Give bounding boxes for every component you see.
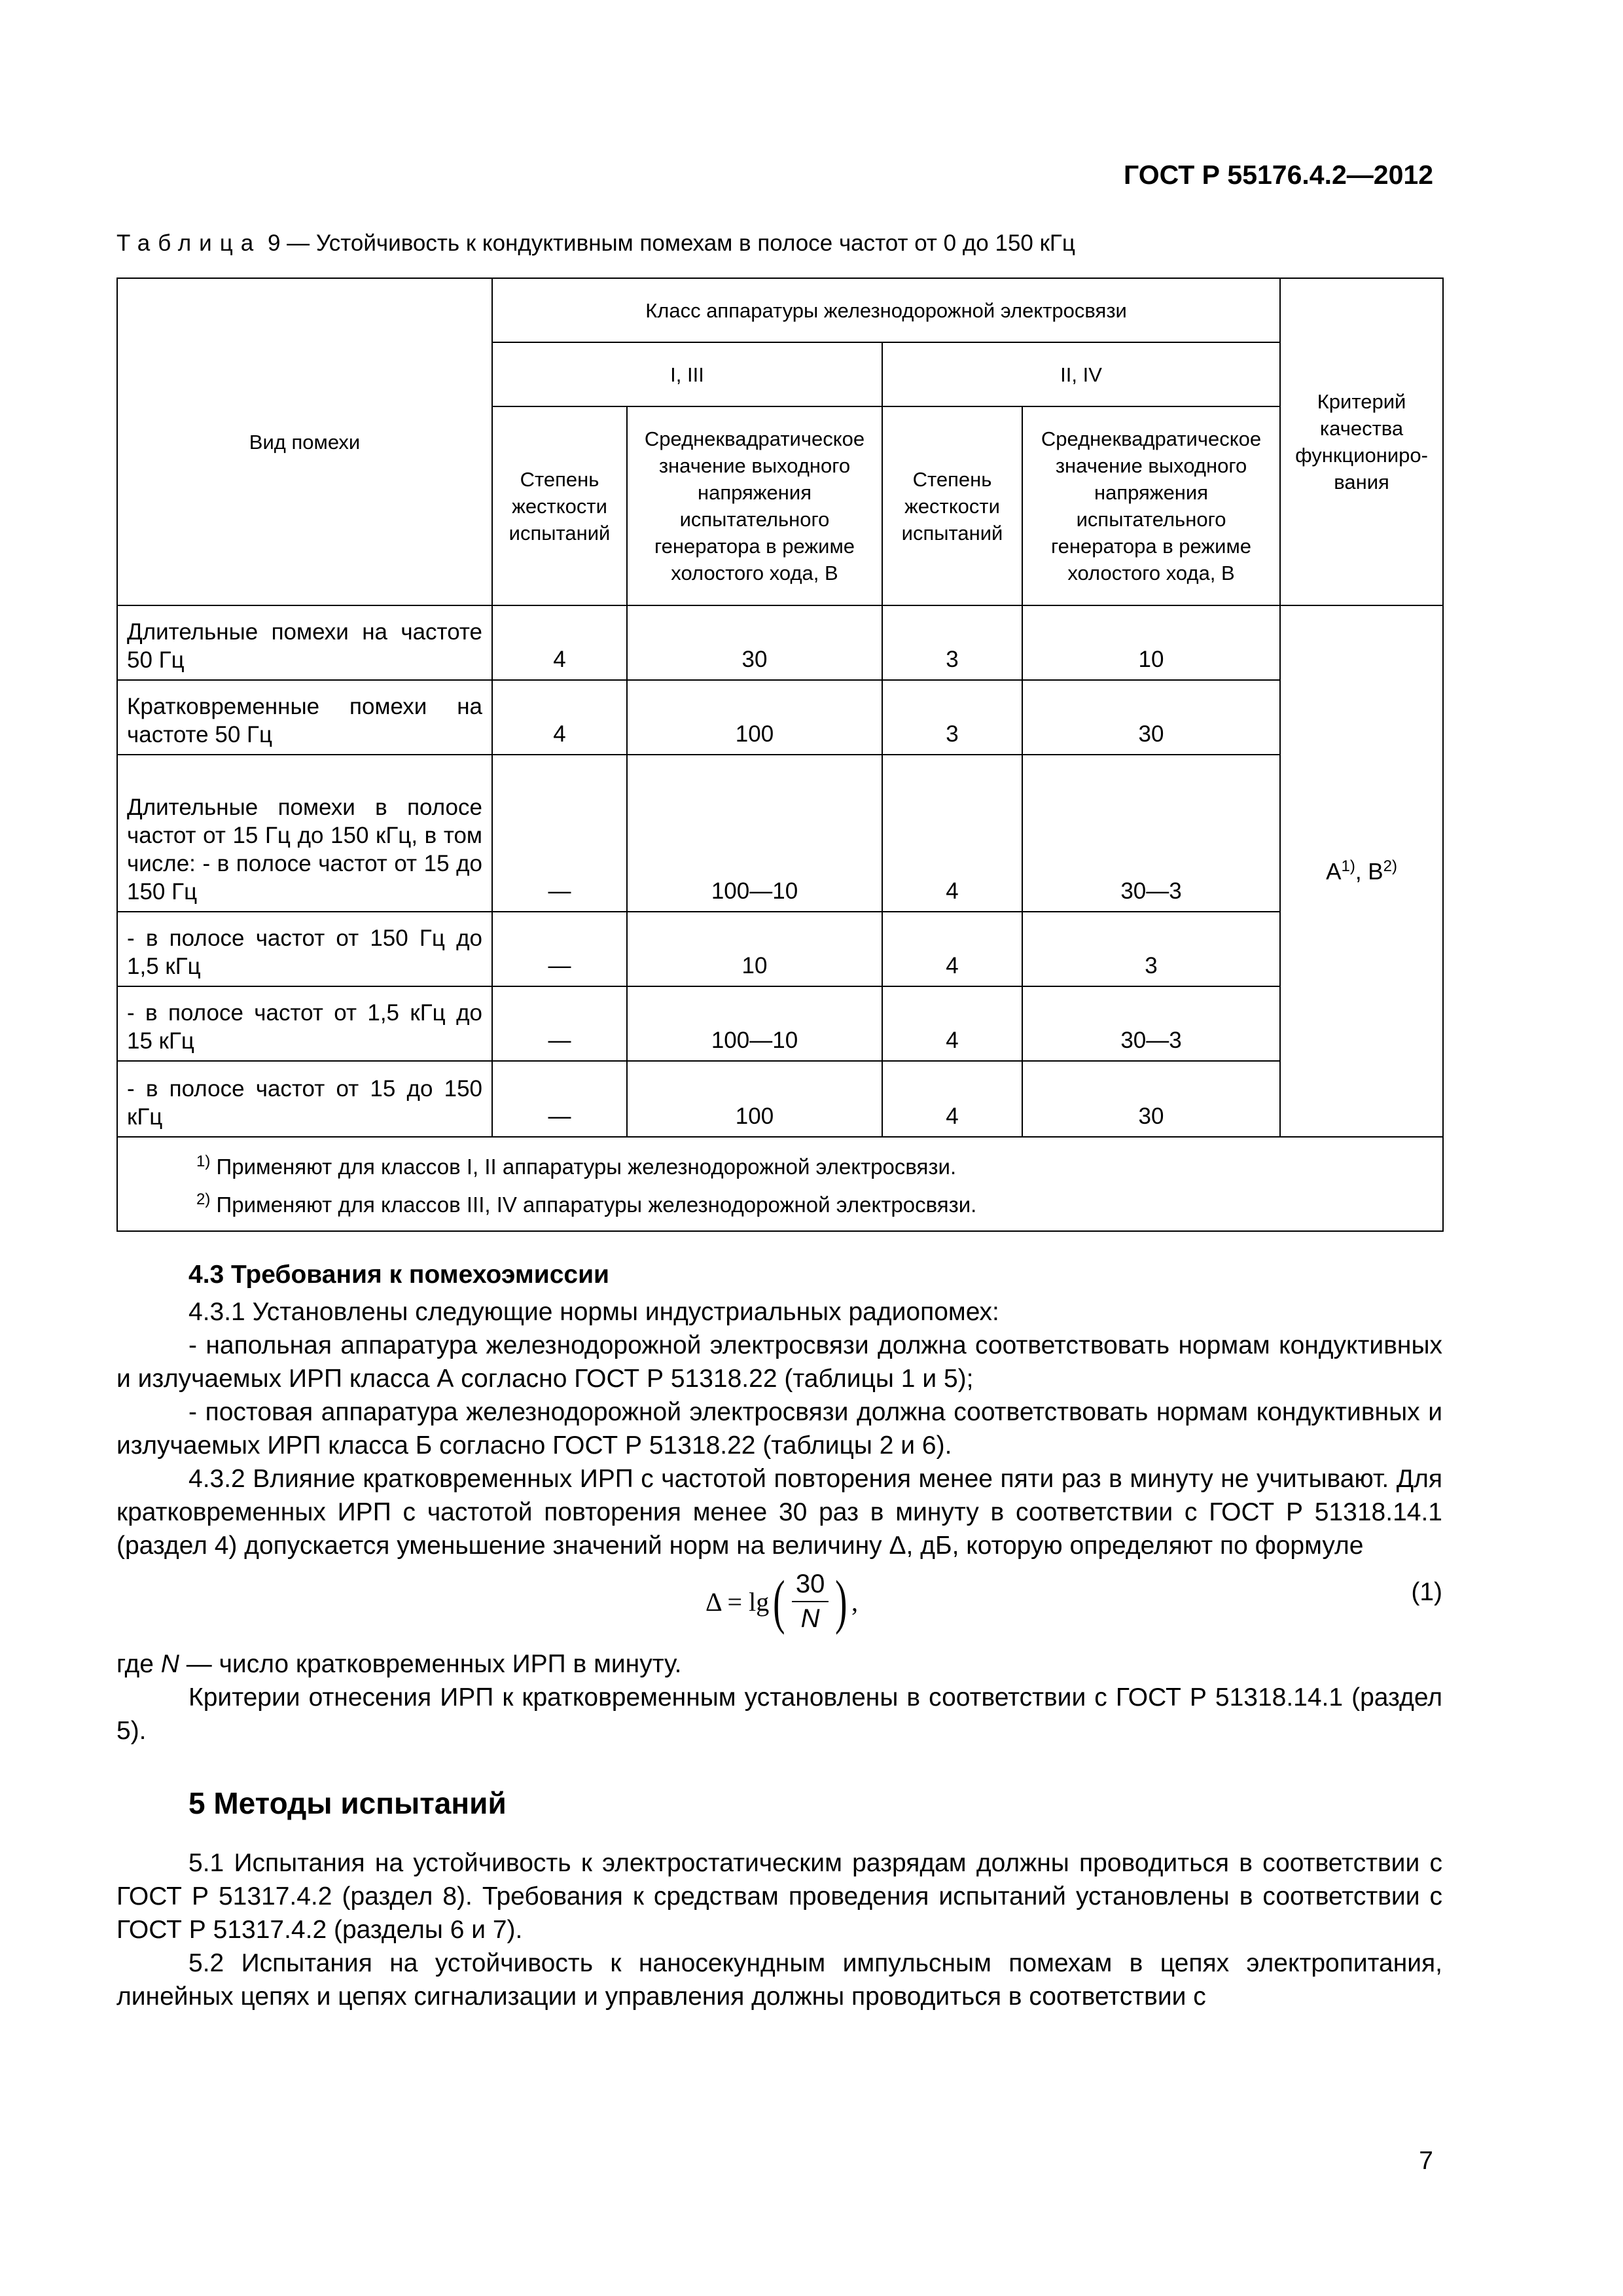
left-paren: ( (773, 1568, 785, 1635)
criterion-a: А (1326, 859, 1342, 885)
paragraph: 4.3.2 Влияние кратковременных ИРП с частотой повторения менее пяти раз в минуту не учитывают. Для кратковременных ИРП с частотой повторения менее 30 раз в минуту в соответствии с ГОСТ Р 51318.14.1 (раздел 4) допускается уменьшение значений норм на величину Δ, дБ, которую определяют по формуле (116, 1465, 1442, 1560)
severity-cell: 3 (882, 605, 1022, 680)
header-group-1-3: I, III (492, 342, 882, 406)
variable-n: N (160, 1650, 179, 1678)
table-9 (116, 278, 1444, 1232)
header-severity-2: Степень жесткости испытаний (882, 406, 1022, 605)
severity-cell: — (492, 986, 627, 1061)
voltage-cell: 30 (1022, 1061, 1280, 1137)
section-4-3 (116, 1258, 1442, 2013)
voltage-cell: 100—10 (627, 986, 882, 1061)
severity-cell: 3 (882, 680, 1022, 755)
row-label: Кратковременные помехи на частоте 50 Гц (117, 680, 492, 755)
paragraph (116, 1647, 1442, 1681)
severity-cell: — (492, 1061, 627, 1137)
severity-cell: 4 (492, 680, 627, 755)
formula-expression (705, 1568, 858, 1636)
header-group-2-4: II, IV (882, 342, 1280, 406)
fraction-numerator: 30 (792, 1568, 829, 1602)
criterion-cell (1280, 605, 1443, 1137)
footnote-2 (196, 1183, 1429, 1221)
table-row (117, 605, 1443, 680)
row-label: Длительные помехи в полосе частот от 15 Гц до 150 кГц, в том числе: - в полосе частот от 15 до 150 Гц (117, 755, 492, 912)
paragraph: 5.2 Испытания на устойчивость к наносекундным импульсным помехам в цепях электропитания, линейных цепях и цепях сигнализации и управления должны проводиться в соответствии с (116, 1949, 1442, 2011)
voltage-cell: 30 (627, 605, 882, 680)
header-severity-1: Степень жесткости испытаний (492, 406, 627, 605)
footnote-1-text: Применяют для классов I, II аппаратуры железнодорожной электросвязи. (216, 1155, 957, 1179)
table-caption-text: 9 — Устойчивость к кондуктивным помехам в полосе частот от 0 до 150 кГц (261, 230, 1075, 256)
header-equipment-class: Класс аппаратуры железнодорожной электросвязи (492, 278, 1280, 342)
table-row (117, 986, 1443, 1061)
paragraph: - напольная аппаратура железнодорожной электросвязи должна соответствовать нормам кондуктивных и излучаемых ИРП класса А согласно ГОСТ Р 51318.22 (таблицы 1 и 5); (116, 1331, 1442, 1393)
where-prefix: где (116, 1650, 161, 1678)
voltage-cell: 10 (627, 912, 882, 986)
header-voltage-1: Среднеквадратическое значение выходного напряжения испытательного генератора в режиме холостого хода, В (627, 406, 882, 605)
voltage-cell: 30 (1022, 680, 1280, 755)
fraction-denominator: N (800, 1604, 820, 1633)
footnote-2-text: Применяют для классов III, IV аппаратуры железнодорожной электросвязи. (216, 1193, 977, 1217)
formula-1 (116, 1562, 1442, 1647)
severity-cell: — (492, 755, 627, 912)
table-notes (117, 1137, 1443, 1231)
section-5-title: 5 Методы испытаний (188, 1786, 507, 1820)
table-row (117, 912, 1443, 986)
footnote-marker-1: 1) (196, 1153, 211, 1170)
table-row (117, 755, 1443, 912)
table-row (117, 680, 1443, 755)
page-number: 7 (1419, 2147, 1433, 2175)
document-code: ГОСТ Р 55176.4.2—2012 (1124, 160, 1433, 190)
footnote-ref-2: 2) (1383, 857, 1397, 875)
severity-cell: 4 (492, 605, 627, 680)
header-interference-type: Вид помехи (117, 278, 492, 605)
table-caption-prefix: Таблица (116, 230, 262, 256)
row-label: - в полосе частот от 15 до 150 кГц (117, 1061, 492, 1137)
right-paren: ) (835, 1568, 847, 1635)
formula-fraction (792, 1568, 829, 1636)
formula-tail: , (851, 1587, 858, 1617)
row-label: - в полосе частот от 1,5 кГц до 15 кГц (117, 986, 492, 1061)
where-rest: — число кратковременных ИРП в минуту. (179, 1650, 682, 1678)
severity-cell: — (492, 912, 627, 986)
voltage-cell: 100—10 (627, 755, 882, 912)
header-voltage-2: Среднеквадратическое значение выходного напряжения испытательного генератора в режиме холостого хода, В (1022, 406, 1280, 605)
row-label: Длительные помехи на частоте 50 Гц (117, 605, 492, 680)
paragraph: 5.1 Испытания на устойчивость к электростатическим разрядам должны проводиться в соответствии с ГОСТ Р 51317.4.2 (раздел 8). Требования к средствам проведения испытаний установлены в соответствии с ГОСТ Р 51317.4.2 (разделы 6 и 7). (116, 1849, 1442, 1944)
paragraph: 4.3.1 Установлены следующие нормы индустриальных радиопомех: (188, 1298, 999, 1326)
voltage-cell: 30—3 (1022, 755, 1280, 912)
section-4-3-title: 4.3 Требования к помехоэмиссии (188, 1261, 610, 1289)
table-row (117, 1061, 1443, 1137)
severity-cell: 4 (882, 1061, 1022, 1137)
voltage-cell: 100 (627, 1061, 882, 1137)
severity-cell: 4 (882, 912, 1022, 986)
formula-lhs: Δ = lg (705, 1587, 770, 1617)
voltage-cell: 3 (1022, 912, 1280, 986)
paragraph: - постовая аппаратура железнодорожной электросвязи должна соответствовать нормам кондуктивных и излучаемых ИРП класса Б согласно ГОСТ Р 51318.22 (таблицы 2 и 6). (116, 1398, 1442, 1460)
severity-cell: 4 (882, 755, 1022, 912)
footnote-marker-2: 2) (196, 1191, 211, 1208)
formula-number: (1) (1411, 1578, 1442, 1606)
row-label: - в полосе частот от 150 Гц до 1,5 кГц (117, 912, 492, 986)
criterion-separator: , В (1355, 859, 1383, 885)
footnote-ref-1: 1) (1341, 857, 1355, 875)
paragraph: Критерии отнесения ИРП к кратковременным установлены в соответствии с ГОСТ Р 51318.14.1 (раздел 5). (116, 1683, 1442, 1745)
footnote-1 (196, 1145, 1429, 1183)
voltage-cell: 100 (627, 680, 882, 755)
header-criterion: Критерий качества функциониро-вания (1280, 278, 1443, 605)
severity-cell: 4 (882, 986, 1022, 1061)
voltage-cell: 10 (1022, 605, 1280, 680)
voltage-cell: 30—3 (1022, 986, 1280, 1061)
table-notes-row (117, 1137, 1443, 1231)
table-caption (116, 230, 1075, 257)
